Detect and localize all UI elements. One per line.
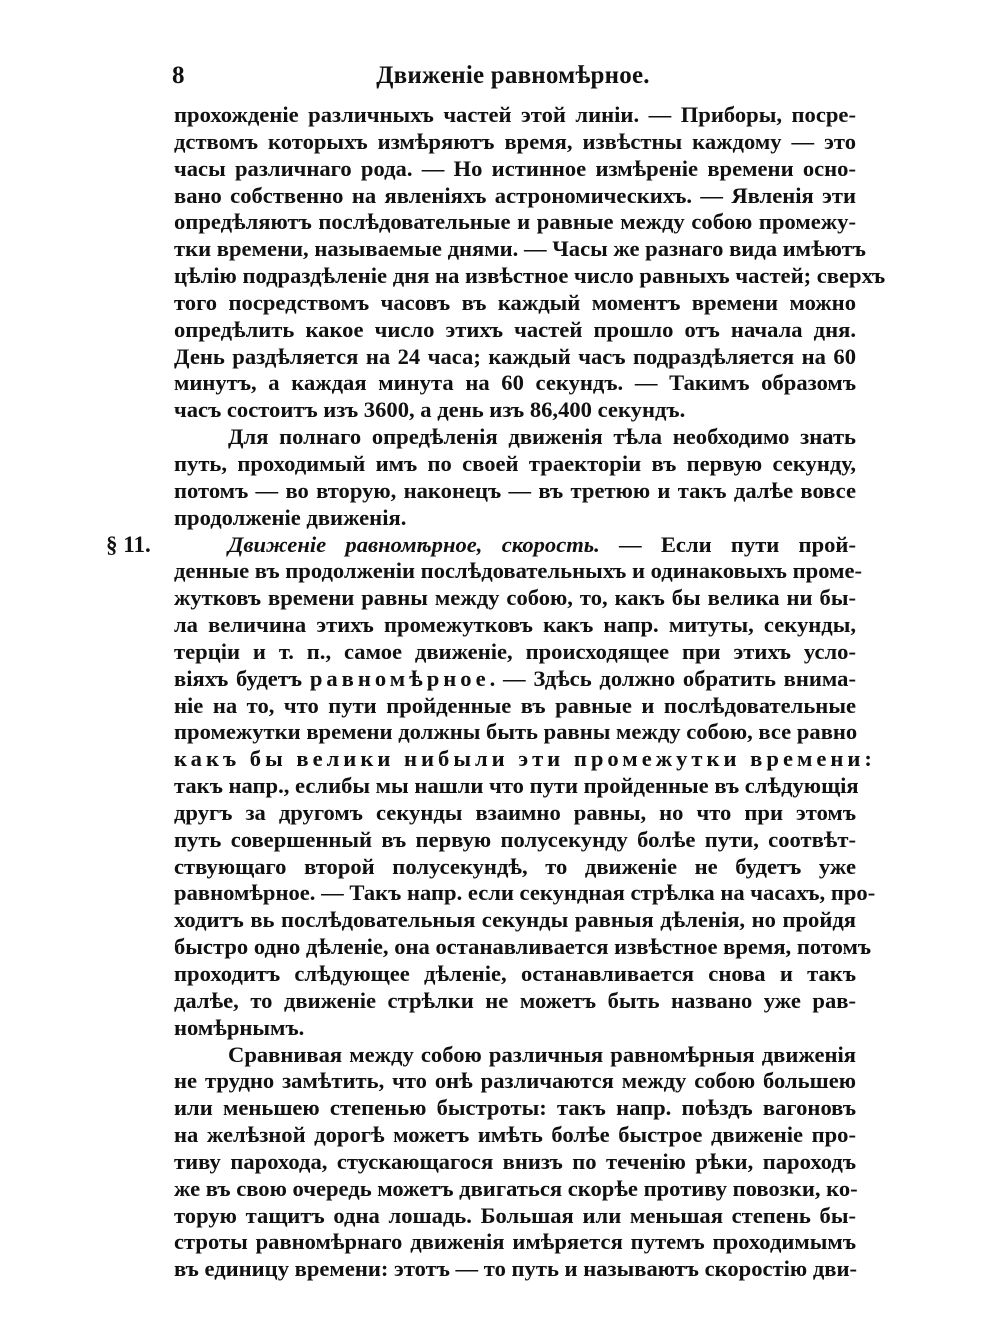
text-line: на желѣзной дорогѣ можетъ имѣть болѣе быстрое движеніе про-: [174, 1122, 856, 1148]
paragraph-2: [174, 424, 856, 531]
text-line: жутковъ времени равны между собою, то, какъ бы велика ни бы-: [174, 585, 856, 611]
text-line: же въ свою очередь можетъ двигаться скорѣе противу повозки, ко-: [174, 1175, 858, 1201]
text-line: или меньшею степенью быстроты: такъ напр. поѣздъ вагоновъ: [174, 1095, 856, 1121]
paragraph-4: [174, 1042, 856, 1284]
text-line: потомъ — во вторую, наконецъ — въ третюю и такъ далѣе вовсе: [174, 477, 856, 503]
text-line: тки времени, называемые днями. — Часы же разнаго вида имѣютъ: [174, 236, 866, 262]
text-line: ніе на то, что пути пройденные въ равные и послѣдовательные: [174, 692, 856, 718]
text-line: тиву парохода, стускающагося внизъ по теченію рѣки, пароходъ: [174, 1148, 856, 1174]
text-line: продолженіе движенія.: [174, 504, 407, 530]
page-number: 8: [172, 62, 185, 89]
text-line: далѣе, то движеніе стрѣлки не можетъ быть названо уже рав-: [174, 987, 856, 1013]
paragraph-1: [174, 102, 886, 424]
text-line: равномѣрное. — Такъ напр. если секундная стрѣлка на часахъ, про-: [174, 880, 876, 906]
text-line: ствующаго второй полусекундѣ, то движеніе не будетъ уже: [174, 853, 856, 879]
section-heading-line: [106, 531, 856, 559]
text-line: путь совершенный въ первую полусекунду болѣе пути, соотвѣт-: [174, 826, 856, 852]
text-line: проходитъ слѣдующее дѣленіе, останавливается снова и такъ: [174, 961, 856, 986]
text-line: не трудно замѣтить, что онѣ различаются между собою большею: [174, 1068, 856, 1094]
text-line: путь, проходимый имъ по своей траекторіи въ первую секунду,: [174, 450, 856, 476]
emphasized-term: равномѣрное: [309, 665, 490, 691]
text-line: быстро одно дѣленіе, она останавливается извѣстное время, потомъ: [174, 934, 872, 960]
text-line: ходитъ вь послѣдовательныя секунды равныя дѣленія, но пройдя: [174, 907, 856, 933]
text-line: Для полнаго опредѣленія движенія тѣла необходимо знать: [228, 424, 856, 450]
text-fragment: — Если пути прой-: [599, 531, 856, 557]
text-line: промежутки времени должны быть равны между собою, все равно: [174, 719, 858, 745]
emphasized-line: какъ бы велики нибыли эти промежутки времени:: [174, 746, 876, 772]
text-line: опредѣляютъ послѣдовательные и равные между собою промежу-: [174, 209, 856, 235]
text-line: такъ напр., еслибы мы нашли что пути пройденные въ слѣдующія: [174, 773, 859, 799]
text-line: День раздѣляется на 24 часа; каждый часъ подраздѣляется на 60: [174, 343, 856, 369]
text-line: дствомъ которыхъ измѣряютъ время, извѣстны каждому — это: [174, 128, 856, 154]
text-line: минутъ, а каждая минута на 60 секундъ. — Такимъ образомъ: [174, 370, 856, 396]
text-line: часъ состоитъ изъ 3600, а день изъ 86,400 секундъ.: [174, 397, 686, 423]
text-line: терціи и т. п., самое движеніе, происходящее при этихъ усло-: [174, 638, 856, 664]
text-fragment: . — Здѣсь должно обратить внима-: [489, 665, 856, 691]
text-line: въ единицу времени: этотъ — то путь и называютъ скоростію дви-: [174, 1256, 858, 1282]
text-line: того посредствомъ часовъ въ каждый моментъ времени можно: [174, 289, 856, 315]
text-line: прохожденіе различныхъ частей этой линіи. — Приборы, посре-: [174, 102, 856, 127]
text-line: часы различнаго рода. — Но истинное измѣреніе времени осно-: [174, 155, 856, 181]
running-head: [172, 62, 854, 96]
text-fragment: віяхъ будетъ: [174, 665, 310, 691]
text-line: опредѣлить какое число этихъ частей прошло отъ начала дня.: [174, 316, 856, 342]
text-line: вано собственно на явленіяхъ астрономическихъ. — Явленія эти: [174, 182, 856, 208]
text-line: торую тащитъ одна лошадь. Большая или меньшая степень бы-: [174, 1202, 856, 1228]
text-line: денные въ продолженіи послѣдовательныхъ и одинаковыхъ проме-: [174, 558, 863, 584]
body-text: [106, 102, 886, 1283]
section-title: Движеніе равномѣрное, скорость.: [228, 531, 600, 557]
text-line: Сравнивая между собою различныя равномѣрныя движенія: [228, 1041, 856, 1067]
section-number: § 11.: [106, 531, 151, 557]
text-line: ла величина этихъ промежутковъ какъ напр. митуты, секунды,: [174, 612, 856, 638]
text-line: номѣрнымъ.: [174, 1014, 305, 1040]
running-title: Движеніе равномѣрное.: [376, 62, 650, 89]
text-line: другъ за другомъ секунды взаимно равны, но что при этомъ: [174, 799, 856, 825]
section-11: [106, 531, 876, 1042]
text-line: [174, 666, 856, 693]
text-line: строты равномѣрнаго движенія имѣряется путемъ проходимымъ: [174, 1229, 856, 1255]
text-line: цѣлію подраздѣленіе дня на извѣстное число равныхъ частей; сверхъ: [174, 263, 886, 289]
